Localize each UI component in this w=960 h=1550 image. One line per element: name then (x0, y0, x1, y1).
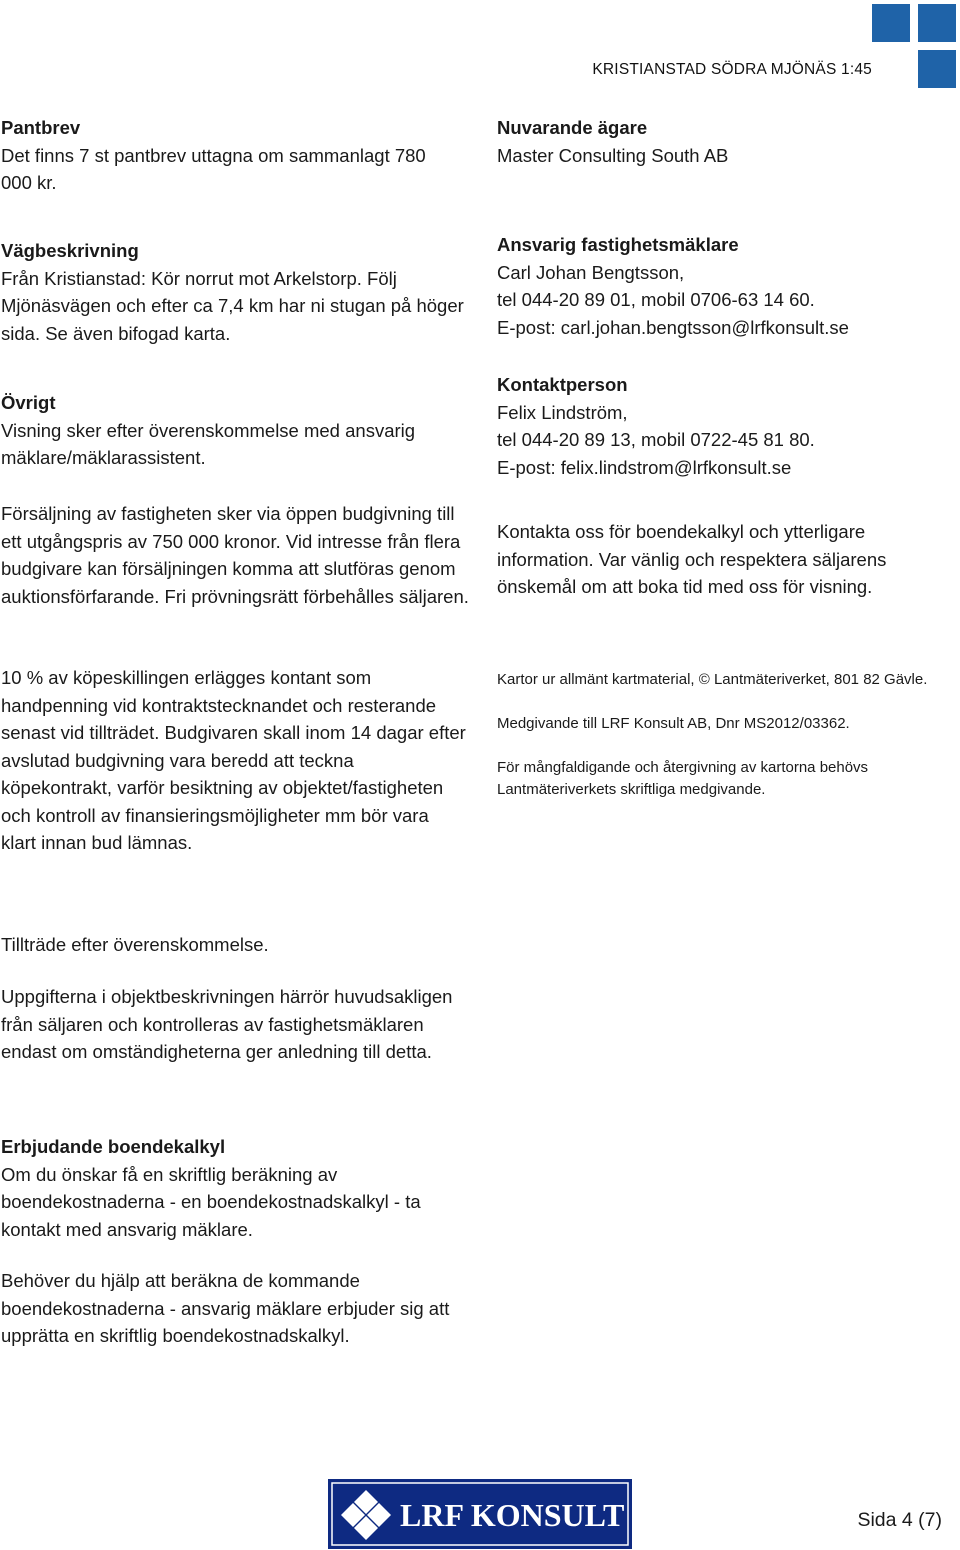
kartor-line-3: För mångfaldigande och återgivning av kartorna behövs Lantmäteriverkets skriftliga medgivande. (497, 759, 869, 798)
document-title: KRISTIANSTAD SÖDRA MJÖNÄS 1:45 (592, 61, 872, 78)
maklare-phone: tel 044-20 89 01, mobil 0706-63 14 60. (497, 289, 815, 310)
kontakt-title: Kontaktperson (497, 374, 628, 395)
uppgifter-section (1, 983, 469, 1066)
lrf-konsult-logo (328, 1479, 632, 1549)
kontakt-section (497, 371, 957, 481)
pantbrev-title: Pantbrev (1, 117, 81, 138)
erbjudande-section (1, 1133, 469, 1243)
kontakt-email[interactable]: E-post: felix.lindstrom@lrfkonsult.se (497, 456, 792, 478)
maklare-email[interactable]: E-post: carl.johan.bengtsson@lrfkonsult.se (497, 316, 849, 338)
agare-title: Nuvarande ägare (497, 117, 648, 138)
maklare-section (497, 231, 957, 341)
lrf-konsult-logo-graphic (328, 1479, 632, 1549)
logo-text: LRF KONSULT (400, 1497, 625, 1533)
maklare-name: Carl Johan Bengtsson, (497, 261, 685, 283)
agare-text: Master Consulting South AB (497, 144, 729, 166)
uppgifter-text: Uppgifterna i objektbeskrivningen härrör huvudsakligen från säljaren och kontrolleras av fastighetsmäklaren endast om omständigheterna ger anledning till detta. (1, 986, 453, 1062)
ovrigt-title: Övrigt (1, 392, 56, 413)
pantbrev-text: Det finns 7 st pantbrev uttagna om sammanlagt 780 000 kr. (1, 144, 426, 193)
erbjudande-text-1: Om du önskar få en skriftlig beräkning av boendekostnaderna - en boendekostnadskalkyl - ta kontakt med ansvarig mäklare. (1, 1163, 421, 1240)
tilltrade-section (1, 931, 469, 959)
kartor-section (497, 669, 957, 801)
kartor-line-1: Kartor ur allmänt kartmaterial, © Lantmäteriverket, 801 82 Gävle. (497, 671, 928, 688)
kartor-line-2: Medgivande till LRF Konsult AB, Dnr MS2012/03362. (497, 715, 850, 732)
kontakta-text: Kontakta oss för boendekalkyl och ytterligare information. Var vänlig och respektera säljarens önskemål om att boka tid med oss för visning. (497, 521, 887, 597)
agare-section (497, 114, 957, 169)
right-column (497, 0, 957, 900)
maklare-title: Ansvarig fastighetsmäklare (497, 234, 739, 255)
vagbeskrivning-title: Vägbeskrivning (1, 240, 139, 261)
vagbeskrivning-text: Från Kristianstad: Kör norrut mot Arkelstorp. Följ Mjönäsvägen och efter ca 7,4 km har ni stugan på höger sida. Se även bifogad karta. (1, 267, 464, 344)
page-number: Sida 4 (7) (857, 1509, 942, 1531)
erbjudande-text-2: Behöver du hjälp att beräkna de kommande boendekostnaderna - ansvarig mäklare erbjuder sig att upprätta en skriftlig boendekostnadskalkyl. (1, 1270, 450, 1346)
kontakt-phone: tel 044-20 89 13, mobil 0722-45 81 80. (497, 429, 815, 450)
tilltrade-text: Tillträde efter överenskommelse. (1, 934, 269, 955)
kontakta-section (497, 518, 957, 601)
erbjudande-help-section (1, 1267, 469, 1350)
kopeskilling-paragraph: 10 % av köpeskillingen erlägges kontant som handpenning vid kontraktstecknandet och resterande senast vid tillträdet. Budgivaren skall inom 14 dagar efter avslutad budgivning vara beredd att teckna köpekontrakt, varför besiktning av objektet/fastigheten och kontroll av finansieringsmöjligheter mm bör vara klart innan bud lämnas. (1, 667, 466, 853)
bottom-section (1, 0, 469, 1400)
forsaljning-paragraph: Försäljning av fastigheten sker via öppen budgivning till ett utgångspris av 750 000 kronor. Vid intresse från flera budgivare kan försäljningen komma att slutföras genom auktionsförfarande. Fri prövningsrätt förbehålles säljaren. (1, 503, 469, 607)
ovrigt-visning-text: Visning sker efter överenskommelse med ansvarig mäklare/mäklarassistent. (1, 419, 416, 468)
erbjudande-title: Erbjudande boendekalkyl (1, 1136, 226, 1157)
kontakt-name: Felix Lindström, (497, 401, 628, 423)
